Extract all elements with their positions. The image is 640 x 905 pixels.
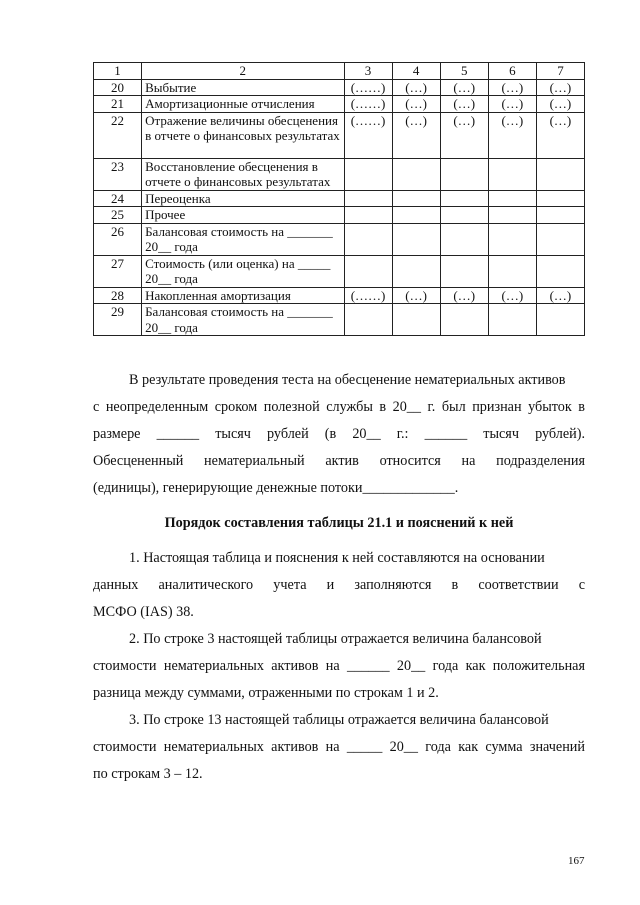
value-cell (536, 255, 584, 287)
value-cell: (…) (488, 287, 536, 304)
value-cell (344, 223, 392, 255)
header-cell: 6 (488, 63, 536, 80)
header-cell: 3 (344, 63, 392, 80)
row-description-cell: Отражение величины обесценения в отчете о финансовых результатах (142, 112, 344, 158)
value-cell: (…) (392, 287, 440, 304)
value-cell (488, 223, 536, 255)
paragraph-item-3 (93, 707, 585, 788)
value-cell: (…) (488, 79, 536, 96)
table-row (94, 79, 585, 96)
value-cell: (……) (344, 96, 392, 113)
text-line: разница между суммами, отраженными по строкам 1 и 2. (93, 685, 439, 701)
value-cell: (…) (392, 79, 440, 96)
row-description-cell: Переоценка (142, 190, 344, 207)
table-body (94, 63, 585, 336)
text-line: 2. По строке 3 настоящей таблицы отражается величина балансовой (129, 631, 542, 647)
row-number-cell: 24 (94, 190, 142, 207)
paragraph-item-2 (93, 626, 585, 707)
value-cell (344, 207, 392, 224)
value-cell: (…) (536, 112, 584, 158)
value-cell (536, 190, 584, 207)
value-cell (392, 255, 440, 287)
table-row (94, 207, 585, 224)
text-line: с неопределенным сроком полезной службы в 20__ г. был признан убыток в (93, 399, 585, 415)
value-cell: (…) (536, 79, 584, 96)
section-heading: Порядок составления таблицы 21.1 и пояснений к ней (164, 515, 514, 531)
value-cell: (…) (440, 287, 488, 304)
text-line: 1. Настоящая таблица и пояснения к ней составляются на основании (129, 550, 545, 566)
paragraph-item-1 (93, 545, 585, 626)
value-cell (536, 207, 584, 224)
row-number-cell: 20 (94, 79, 142, 96)
header-cell: 4 (392, 63, 440, 80)
value-cell (536, 223, 584, 255)
value-cell: (……) (344, 79, 392, 96)
value-cell (440, 190, 488, 207)
text-line: (единицы), генерирующие денежные потоки_____________. (93, 480, 459, 496)
page-number: 167 (568, 855, 585, 867)
text-line: стоимости нематериальных активов на ______ 20__ года как положительная (93, 658, 585, 674)
value-cell: (…) (392, 96, 440, 113)
table-row (94, 112, 585, 158)
text-line: по строкам 3 – 12. (93, 766, 203, 782)
value-cell (392, 207, 440, 224)
text-line: 3. По строке 13 настоящей таблицы отражается величина балансовой (129, 712, 549, 728)
paragraph-impairment-result (93, 367, 585, 502)
row-number-cell: 21 (94, 96, 142, 113)
value-cell (488, 190, 536, 207)
row-number-cell: 26 (94, 223, 142, 255)
row-description-cell: Восстановление обесценения в отчете о финансовых результатах (142, 158, 344, 190)
value-cell: (…) (392, 112, 440, 158)
table-row (94, 190, 585, 207)
text-line: размере ______ тысяч рублей (в 20__ г.: ______ тысяч рублей). (93, 426, 585, 442)
value-cell (440, 158, 488, 190)
value-cell (440, 304, 488, 336)
table-row (94, 223, 585, 255)
row-description-cell: Прочее (142, 207, 344, 224)
value-cell (344, 158, 392, 190)
header-cell: 2 (142, 63, 344, 80)
row-number-cell: 27 (94, 255, 142, 287)
table-row (94, 158, 585, 190)
value-cell (392, 304, 440, 336)
value-cell: (…) (440, 112, 488, 158)
value-cell: (…) (440, 96, 488, 113)
value-cell: (…) (440, 79, 488, 96)
header-cell: 5 (440, 63, 488, 80)
row-number-cell: 23 (94, 158, 142, 190)
table-row (94, 96, 585, 113)
row-description-cell: Стоимость (или оценка) на _____ 20__ года (142, 255, 344, 287)
value-cell (344, 190, 392, 207)
row-description-cell: Выбытие (142, 79, 344, 96)
row-number-cell: 28 (94, 287, 142, 304)
value-cell (392, 158, 440, 190)
value-cell (392, 190, 440, 207)
intangible-assets-table (93, 62, 585, 336)
text-line: МСФО (IAS) 38. (93, 604, 194, 620)
text-line: данных аналитического учета и заполняются в соответствии с (93, 577, 585, 593)
value-cell: (…) (536, 96, 584, 113)
text-line: В результате проведения теста на обесценение нематериальных активов (129, 372, 566, 388)
value-cell (440, 255, 488, 287)
value-cell: (……) (344, 112, 392, 158)
row-number-cell: 25 (94, 207, 142, 224)
value-cell: (……) (344, 287, 392, 304)
value-cell (488, 207, 536, 224)
table-row (94, 255, 585, 287)
row-number-cell: 22 (94, 112, 142, 158)
text-line: стоимости нематериальных активов на _____ 20__ года как сумма значений (93, 739, 585, 755)
value-cell (344, 304, 392, 336)
value-cell: (…) (488, 96, 536, 113)
row-description-cell: Амортизационные отчисления (142, 96, 344, 113)
header-cell: 7 (536, 63, 584, 80)
row-description-cell: Накопленная амортизация (142, 287, 344, 304)
row-description-cell: Балансовая стоимость на _______ 20__ года (142, 223, 344, 255)
text-line: Обесцененный нематериальный актив относится на подразделения (93, 453, 585, 469)
value-cell (488, 158, 536, 190)
value-cell (488, 255, 536, 287)
table-header-row (94, 63, 585, 80)
header-cell: 1 (94, 63, 142, 80)
value-cell: (…) (488, 112, 536, 158)
value-cell (488, 304, 536, 336)
row-number-cell: 29 (94, 304, 142, 336)
value-cell (440, 223, 488, 255)
value-cell (536, 158, 584, 190)
value-cell (392, 223, 440, 255)
value-cell (344, 255, 392, 287)
value-cell (440, 207, 488, 224)
table-row (94, 304, 585, 336)
table-row (94, 287, 585, 304)
value-cell (536, 304, 584, 336)
value-cell: (…) (536, 287, 584, 304)
row-description-cell: Балансовая стоимость на _______ 20__ года (142, 304, 344, 336)
